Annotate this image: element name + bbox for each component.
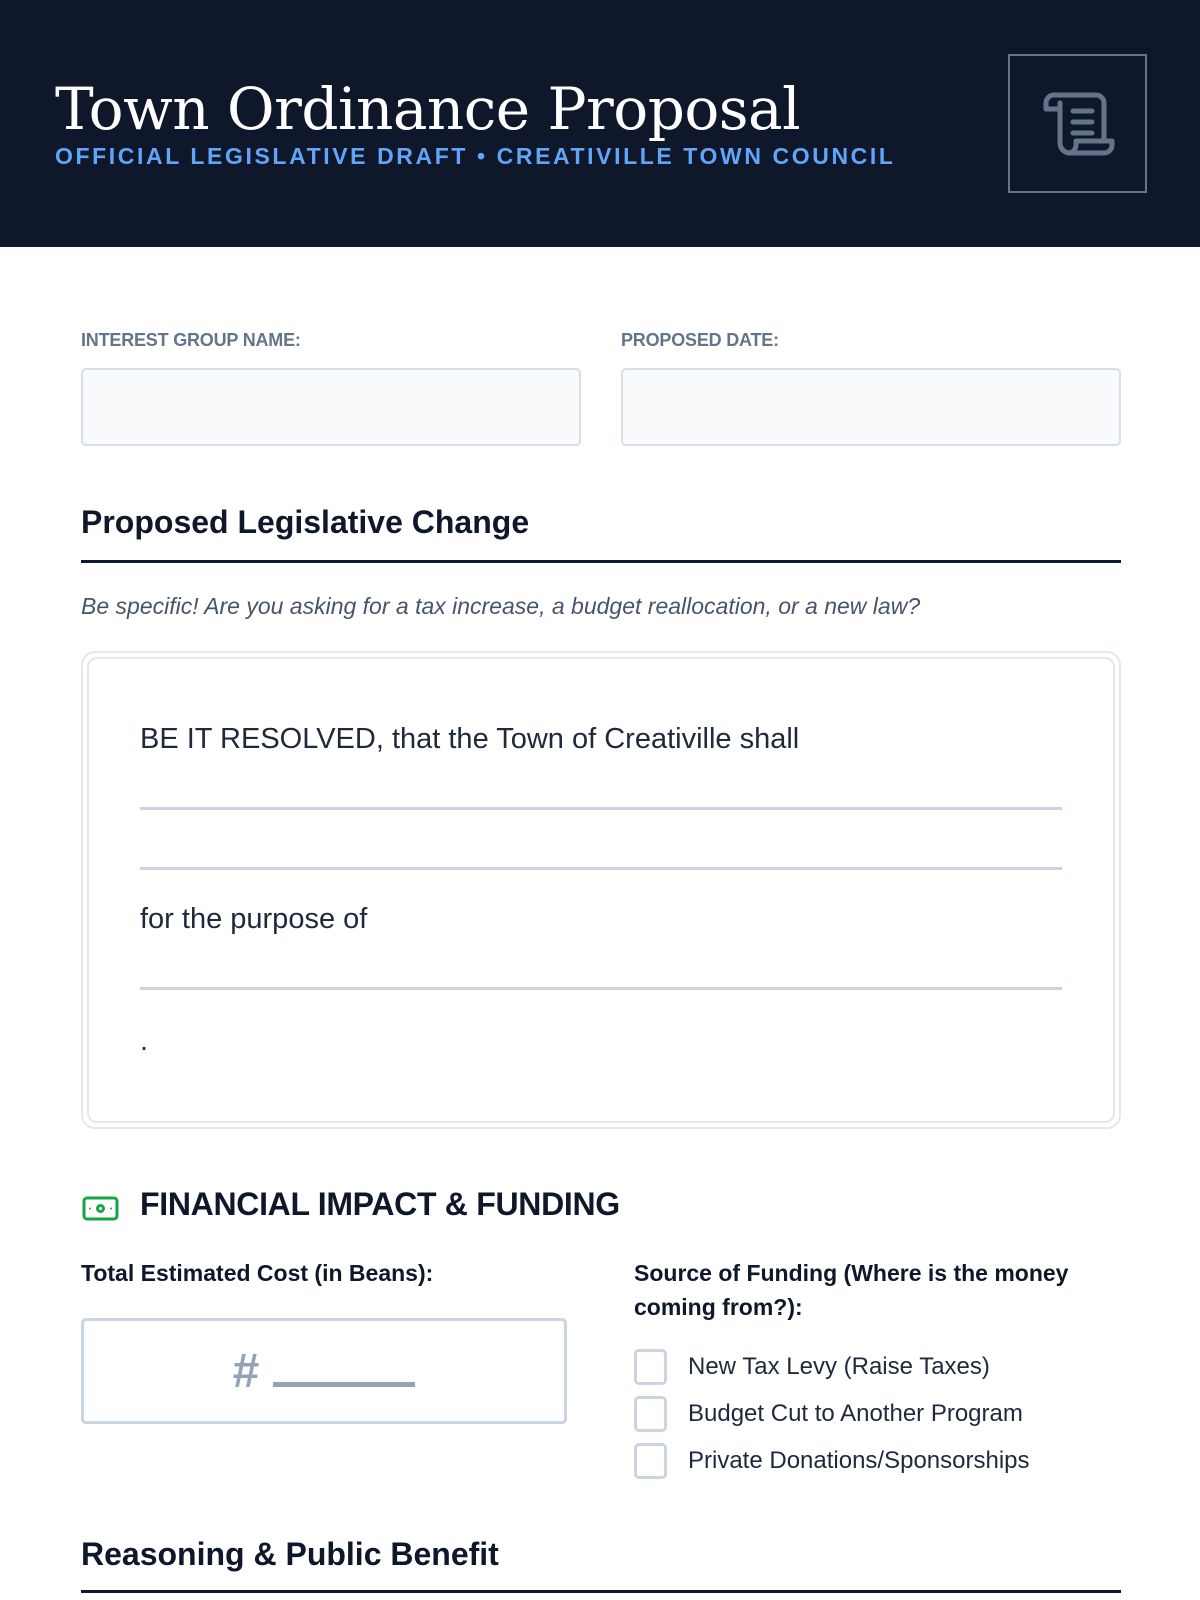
funding-option-budget-cut[interactable] [634,1395,1023,1433]
funding-option-donations[interactable] [634,1442,1030,1480]
proposed-date-label: PROPOSED DATE: [621,330,779,350]
scroll-icon [1040,89,1116,159]
section-divider [81,560,1121,563]
funding-label: Source of Funding (Where is the money coming from?): [634,1260,1069,1320]
interest-group-input[interactable] [81,368,581,446]
page-title: Town Ordinance Proposal [55,75,801,143]
checkbox[interactable] [634,1443,667,1479]
funding-option-tax-levy[interactable] [634,1348,990,1386]
checkbox[interactable] [634,1349,667,1385]
cost-input[interactable] [81,1318,567,1424]
resolution-blank-line[interactable] [140,867,1062,870]
purpose-blank-line[interactable] [140,987,1062,990]
proposed-date-input[interactable] [621,368,1121,446]
legislative-change-heading: Proposed Legislative Change [81,504,530,540]
page-subtitle: OFFICIAL LEGISLATIVE DRAFT • CREATIVILLE TOWN COUNCIL [55,143,896,169]
resolution-blank-line[interactable] [140,807,1062,810]
legislative-hint: Be specific! Are you asking for a tax increase, a budget reallocation, or a new law? [81,593,921,619]
page-header [0,0,1200,247]
reasoning-heading: Reasoning & Public Benefit [81,1536,499,1572]
cost-label: Total Estimated Cost (in Beans): [81,1260,434,1286]
resolved-text: BE IT RESOLVED, that the Town of Creativille shall [140,723,800,755]
resolution-end-period: . [140,1025,149,1057]
funding-option-label: New Tax Levy (Raise Taxes) [688,1353,990,1380]
section-divider [81,1590,1121,1593]
financial-heading: FINANCIAL IMPACT & FUNDING [140,1186,620,1222]
purpose-text: for the purpose of [140,903,368,935]
checkbox[interactable] [634,1396,667,1432]
funding-option-label: Budget Cut to Another Program [688,1400,1023,1427]
money-icon [82,1196,119,1221]
header-badge [1008,54,1147,193]
funding-option-label: Private Donations/Sponsorships [688,1447,1030,1474]
cost-placeholder: # [232,1344,260,1398]
cost-blank-line [273,1382,415,1387]
interest-group-label: INTEREST GROUP NAME: [81,330,301,350]
